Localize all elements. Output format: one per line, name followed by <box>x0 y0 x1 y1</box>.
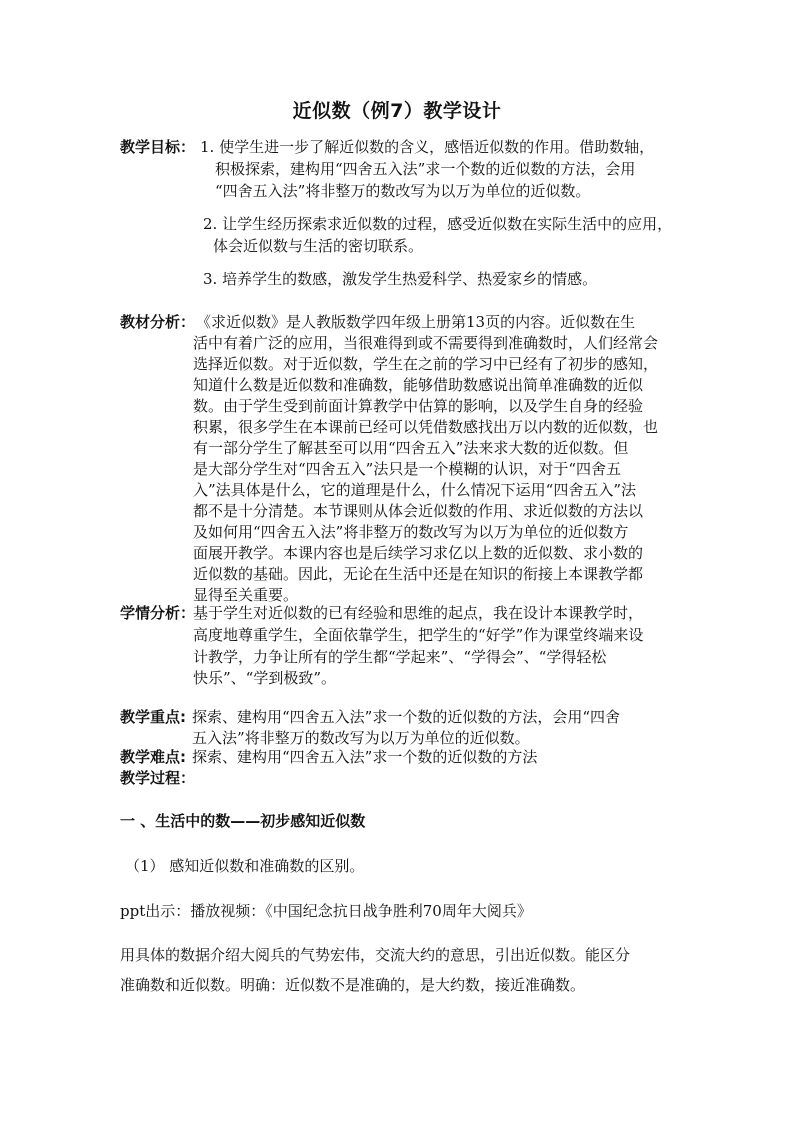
analysis-line: 显得至关重要。 <box>193 586 299 604</box>
analysis-line: 数。由于学生受到前面计算教学中估算的影响，以及学生自身的经验 <box>193 397 644 415</box>
analysis-line: 知道什么数是近似数和准确数，能够借助数感说出简单准确数的近似 <box>193 376 644 394</box>
objectives-label: 教学目标： <box>120 138 196 156</box>
learner-line: 快乐”、“学到极致”。 <box>193 669 337 687</box>
analysis-line: 近似数的基础。因此，无论在生活中还是在知识的衔接上本课教学都 <box>193 565 644 583</box>
analysis-line: 是大部分学生对“四舍五入”法只是一个模糊的认识，对于“四舍五 <box>193 460 622 478</box>
analysis-label: 教材分析： <box>120 313 196 331</box>
learner-line: 计教学，力争让所有的学生都“学起来”、“学得会”、“学得轻松 <box>193 648 607 666</box>
section-1-paragraph-line: 用具体的数据介绍大阅兵的气势宏伟，交流大约的意思，引出近似数。能区分 <box>120 946 631 964</box>
ppt-line: ppt出示：播放视频：《中国纪念抗日战争胜利70周年大阅兵》 <box>120 902 532 920</box>
analysis-line: 面展开教学。本课内容也是后续学习求亿以上数的近似数、求小数的 <box>193 544 644 562</box>
process-label: 教学过程： <box>120 769 196 787</box>
difficulty-text: 探索、建构用“四舍五入法”求一个数的近似数的方法 <box>192 748 538 766</box>
key-point-label: 教学重点: <box>120 708 186 726</box>
analysis-line: 都不是十分清楚。本节课则从体会近似数的作用、求近似数的方法以 <box>193 502 644 520</box>
objective-1-line-3: “四舍五入法”将非整万的数改写为以万为单位的近似数。 <box>215 182 591 200</box>
document-title: 近似数（例7）教学设计 <box>292 100 502 122</box>
objective-1-line-1: 1. 使学生进一步了解近似数的含义，感悟近似数的作用。借助数轴， <box>200 138 655 156</box>
analysis-line: 选择近似数。对于近似数，学生在之前的学习中已经有了初步的感知， <box>193 355 659 373</box>
objective-2-line-1: 2. 让学生经历探索求近似数的过程，感受近似数在实际生活中的应用， <box>203 215 673 233</box>
analysis-line: 有一部分学生了解甚至可以用“四舍五入”法来求大数的近似数。但 <box>193 439 629 457</box>
section-1-heading: 一 、生活中的数——初步感知近似数 <box>120 812 366 830</box>
key-point-line: 探索、建构用“四舍五入法”求一个数的近似数的方法，会用“四舍 <box>192 708 621 726</box>
learner-line: 基于学生对近似数的已有经验和思维的起点，我在设计本课教学时， <box>193 604 644 622</box>
objective-1-line-2: 积极探索，建构用“四舍五入法”求一个数的近似数的方法，会用 <box>215 160 636 178</box>
learner-label: 学情分析： <box>120 604 196 622</box>
key-point-line: 五入法”将非整万的数改写为以万为单位的近似数。 <box>192 729 530 747</box>
analysis-line: 《求近似数》是人教版数学四年级上册第13页的内容。近似数在生 <box>196 313 636 331</box>
section-1-subheading: （1） 感知近似数和准确数的区别。 <box>125 857 365 875</box>
section-1-paragraph-line: 准确数和近似数。明确：近似数不是准确的，是大约数，接近准确数。 <box>120 976 586 994</box>
analysis-line: 及如何用“四舍五入法”将非整万的数改写为以万为单位的近似数方 <box>193 523 629 541</box>
learner-line: 高度地尊重学生，全面依靠学生，把学生的“好学”作为课堂终端来设 <box>193 626 644 644</box>
analysis-line: 活中有着广泛的应用，当很难得到或不需要得到准确数时，人们经常会 <box>193 334 659 352</box>
analysis-line: 积累，很多学生在本课前已经可以凭借数感找出万以内数的近似数，也 <box>193 418 659 436</box>
analysis-line: 入”法具体是什么，它的道理是什么，什么情况下运用“四舍五入”法 <box>193 481 637 499</box>
difficulty-label: 教学难点: <box>120 748 186 766</box>
objective-2-line-2: 体会近似数与生活的密切联系。 <box>213 237 424 255</box>
objective-3-line-1: 3. 培养学生的数感，激发学生热爱科学、热爱家乡的情感。 <box>203 270 598 288</box>
